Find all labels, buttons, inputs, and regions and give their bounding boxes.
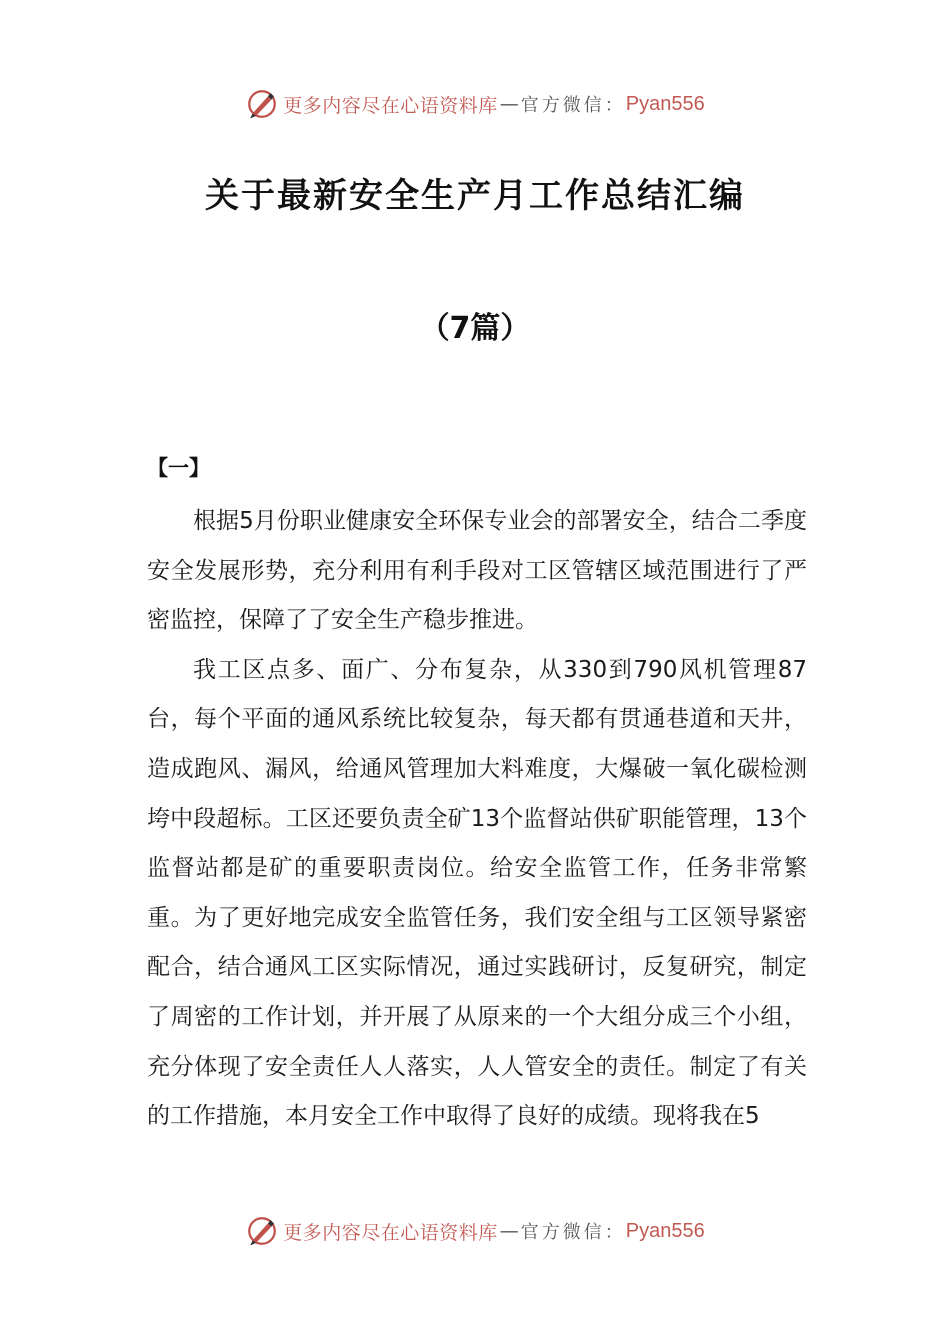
watermark-text: 更多内容尽在心语资料库 <box>283 1221 498 1244</box>
pen-logo-icon <box>245 87 279 121</box>
watermark-official-label: 官方微信： <box>520 1222 626 1243</box>
body-paragraph-2: 我工区点多、面广、分布复杂，从330到790风机管理87台，每个平面的通风系统比较复杂，每天都有贯通巷道和天井，造成跑风、漏风，给通风管理加大料难度，大爆破一氧化碳检测垮中段超标。工区还要负责全矿13个监督站供矿职能管理，13个监督站都是矿的重要职责岗位。给安全监管工作，任务非常繁重。为了更好地完成安全监管任务，我们安全组与工区领导紧密配合，结合通风工区实际情况，通过实践研讨，反复研究，制定了周密的工作计划，并开展了从原来的一个大组分成三个小组，充分体现了安全责任人人落实，人人管安全的责任。制定了有关的工作措施，本月安全工作中取得了良好的成绩。现将我在5 <box>147 656 807 1130</box>
watermark-wechat-id: Pyan556 <box>625 1219 705 1242</box>
page-title: 关于最新安全生产月工作总结汇编 <box>205 176 745 216</box>
watermark-separator: — <box>499 1220 519 1242</box>
watermark-wechat-id: Pyan556 <box>625 92 705 115</box>
header-watermark <box>0 84 950 124</box>
footer-watermark <box>0 1211 950 1251</box>
page-subtitle: （7篇） <box>419 311 531 346</box>
watermark-official-label: 官方微信： <box>520 95 626 116</box>
body-paragraph-1: 根据5月份职业健康安全环保专业会的部署安全，结合二季度安全发展形势，充分利用有利手段对工区管辖区域范围进行了严密监控，保障了了安全生产稳步推进。 <box>147 508 807 634</box>
section-label: 【一】 <box>147 456 210 480</box>
watermark-text: 更多内容尽在心语资料库 <box>283 94 498 117</box>
watermark-separator: — <box>499 93 519 115</box>
pen-logo-icon <box>245 1214 279 1248</box>
document-body <box>147 497 807 1142</box>
